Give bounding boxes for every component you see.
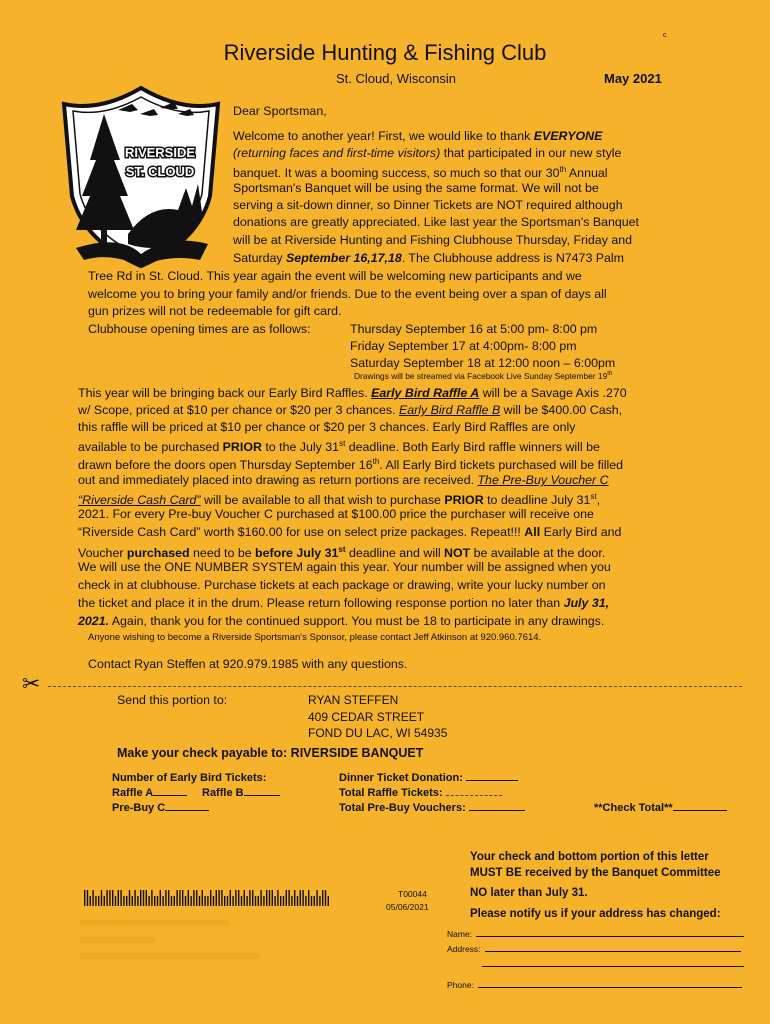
barcode-bar bbox=[202, 890, 203, 906]
barcode-bar bbox=[288, 890, 289, 906]
p2-line1: This year will be bringing back our Early Bird Raffles. Early Bird Raffle A will be a Savage Axis .270 bbox=[78, 386, 627, 400]
barcode-bar bbox=[148, 896, 149, 906]
p2-line10: Voucher purchased need to be before July 31st deadline and will NOT be available at the door. bbox=[78, 545, 606, 561]
contact-line: Contact Ryan Steffen at 920.979.1985 with any questions. bbox=[88, 657, 408, 671]
barcode-bar bbox=[291, 896, 292, 906]
barcode-bar bbox=[249, 890, 250, 906]
ebt-label: Number of Early Bird Tickets: bbox=[112, 772, 267, 784]
barcode-bar bbox=[90, 896, 91, 906]
barcode-bar bbox=[120, 890, 121, 906]
raffle-a-field[interactable]: Raffle A bbox=[112, 787, 187, 799]
p1-line3: banquet. It was a booming success, so much so that our 30th Annual bbox=[233, 165, 608, 181]
p2-line5: drawn before the doors open Thursday September 16th. All Early Bird tickets purchased will be filled bbox=[78, 457, 624, 473]
barcode-bar bbox=[207, 896, 208, 906]
send-name: RYAN STEFFEN bbox=[308, 693, 399, 707]
barcode-bar bbox=[294, 890, 295, 906]
barcode-bar bbox=[283, 896, 284, 906]
notice-line1: Your check and bottom portion of this letter bbox=[470, 851, 709, 863]
logo-line1: RIVERSIDE bbox=[124, 145, 196, 160]
barcode-bar bbox=[246, 896, 247, 906]
p2-line2: w/ Scope, priced at $10 per chance or $20 per 3 chances. Early Bird Raffle B will be $400.00 Cash, bbox=[78, 403, 623, 417]
greeting: Dear Sportsman, bbox=[233, 104, 327, 118]
barcode-bar bbox=[137, 896, 138, 906]
logo-line2: ST. CLOUD bbox=[125, 164, 195, 179]
barcode-bar bbox=[300, 890, 301, 906]
stream-note: Drawings will be streamed via Facebook Live Sunday September 19th bbox=[354, 371, 613, 381]
barcode-bar bbox=[314, 896, 315, 906]
p2-line14: 2021. Again, thank you for the continued support. You must be 18 to participate in any drawings. bbox=[78, 614, 605, 628]
barcode-bar bbox=[146, 890, 147, 906]
barcode-bar bbox=[252, 890, 253, 906]
raffle-b-field[interactable]: Raffle B bbox=[202, 787, 280, 799]
barcode-bar bbox=[123, 896, 124, 906]
barcode-bar bbox=[266, 890, 267, 906]
barcode-bar bbox=[258, 896, 259, 906]
p2-line13: the ticket and place it in the drum. Please return following response portion no later than July 31, bbox=[78, 596, 610, 610]
p2-line8: 2021. For every Pre-buy Voucher C purchased at $100.00 price the purchaser will receive one bbox=[78, 507, 594, 521]
p1-line1: Welcome to another year! First, we would like to thank EVERYONE bbox=[233, 129, 603, 143]
cut-line bbox=[48, 686, 742, 687]
send-street: 409 CEDAR STREET bbox=[308, 710, 425, 724]
barcode-bar bbox=[132, 896, 133, 906]
p2-line12: check in at clubhouse. Purchase tickets at each package or drawing, write your lucky number on bbox=[78, 578, 606, 592]
barcode-bar bbox=[176, 890, 177, 906]
barcode-bar bbox=[308, 890, 309, 906]
check-total-field[interactable]: **Check Total** bbox=[594, 802, 727, 814]
barcode-bar bbox=[263, 896, 264, 906]
barcode-bar bbox=[238, 890, 239, 906]
barcode-bar bbox=[218, 890, 219, 906]
p2-line9: “Riverside Cash Card” worth $160.00 for use on select prize packages. Repeat!!! All Early Bird and bbox=[78, 525, 622, 539]
barcode-bar bbox=[112, 890, 113, 906]
p2-line11: We will use the ONE NUMBER SYSTEM again this year. Your number will be assigned when you bbox=[78, 560, 611, 574]
barcode-bar bbox=[224, 896, 225, 906]
barcode-bar bbox=[221, 890, 222, 906]
barcode-bar bbox=[188, 890, 189, 906]
barcode-bar bbox=[193, 890, 194, 906]
barcode-bar bbox=[174, 896, 175, 906]
barcode-bar bbox=[98, 896, 99, 906]
prebuy-c-field[interactable]: Pre-Buy C bbox=[112, 802, 209, 814]
barcode-bar bbox=[274, 896, 275, 906]
barcode-bar bbox=[316, 890, 317, 906]
mail-code: T00044 bbox=[398, 889, 427, 899]
hours-label: Clubhouse opening times are as follows: bbox=[88, 322, 311, 336]
p1-line6: donations are greatly appreciated. Like last year the Sportsman's Banquet bbox=[233, 215, 639, 229]
p1-line2: (returning faces and first-time visitors) that participated in our new style bbox=[233, 146, 622, 160]
barcode-bar bbox=[190, 896, 191, 906]
send-label: Send this portion to: bbox=[117, 693, 228, 707]
notice-line3: NO later than July 31. bbox=[470, 887, 588, 899]
address-field[interactable]: Address: bbox=[447, 944, 741, 954]
barcode-bar bbox=[286, 890, 287, 906]
barcode-bar bbox=[196, 890, 197, 906]
barcode-bar bbox=[305, 896, 306, 906]
barcode-bar bbox=[302, 890, 303, 906]
corner-mark: c bbox=[663, 32, 667, 39]
address-line-2[interactable] bbox=[482, 966, 744, 967]
barcode-bar bbox=[319, 896, 320, 906]
barcode-bar bbox=[227, 896, 228, 906]
p1-line10: welcome you to bring your family and/or friends. Due to the event being over a span of days all bbox=[88, 287, 607, 301]
barcode-bar bbox=[213, 896, 214, 906]
barcode-bar bbox=[277, 890, 278, 906]
barcode-bar bbox=[154, 896, 155, 906]
postal-barcode bbox=[84, 888, 334, 910]
hours-saturday: Saturday September 18 at 12:00 noon – 6:00pm bbox=[350, 356, 616, 370]
faded-address-line bbox=[80, 953, 260, 959]
barcode-bar bbox=[104, 896, 105, 906]
barcode-bar bbox=[230, 890, 231, 906]
p1-line9: Tree Rd in St. Cloud. This year again the event will be welcoming new participants and we bbox=[88, 269, 582, 283]
barcode-bar bbox=[210, 890, 211, 906]
mail-date: 05/06/2021 bbox=[386, 902, 429, 912]
barcode-bar bbox=[325, 890, 326, 906]
barcode-bar bbox=[95, 896, 96, 906]
p2-line7: “Riverside Cash Card” will be available to all that wish to purchase PRIOR to deadline July 31st, bbox=[78, 492, 601, 508]
barcode-bar bbox=[182, 890, 183, 906]
p1-line8: Saturday September 16,17,18. The Clubhouse address is N7473 Palm bbox=[233, 251, 625, 265]
barcode-bar bbox=[280, 896, 281, 906]
barcode-bar bbox=[216, 890, 217, 906]
send-city: FOND DU LAC, WI 54935 bbox=[308, 726, 448, 740]
p1-line5: serving a sit-down dinner, so Dinner Tickets are NOT required although bbox=[233, 198, 623, 212]
barcode-bar bbox=[185, 896, 186, 906]
barcode-bar bbox=[84, 890, 85, 906]
barcode-bar bbox=[255, 896, 256, 906]
barcode-bar bbox=[179, 890, 180, 906]
barcode-bar bbox=[129, 890, 130, 906]
barcode-bar bbox=[328, 896, 329, 906]
name-field[interactable]: Name: bbox=[447, 929, 744, 939]
barcode-bar bbox=[269, 890, 270, 906]
total-prebuy-field[interactable]: Total Pre-Buy Vouchers: bbox=[339, 802, 525, 814]
hours-friday: Friday September 17 at 4:00pm- 8:00 pm bbox=[350, 339, 577, 353]
barcode-bar bbox=[168, 890, 169, 906]
barcode-bar bbox=[232, 896, 233, 906]
barcode-bar bbox=[160, 890, 161, 906]
notice-line4: Please notify us if your address has changed: bbox=[470, 908, 721, 920]
p2-line3: this raffle will be priced at $10 per chance or $20 per 3 chances. Early Bird Raffles are only bbox=[78, 420, 576, 434]
p1-line7: will be at Riverside Hunting and Fishing Clubhouse Thursday, Friday and bbox=[233, 233, 633, 247]
dinner-donation-field[interactable]: Dinner Ticket Donation: bbox=[339, 772, 518, 784]
club-logo bbox=[60, 84, 222, 270]
barcode-bar bbox=[204, 896, 205, 906]
barcode-bar bbox=[134, 890, 135, 906]
barcode-bar bbox=[101, 890, 102, 906]
barcode-bar bbox=[106, 890, 107, 906]
scissors-icon: ✂ bbox=[22, 671, 41, 696]
barcode-bar bbox=[165, 890, 166, 906]
club-location: St. Cloud, Wisconsin bbox=[336, 71, 456, 86]
barcode-bar bbox=[109, 890, 110, 906]
phone-field[interactable]: Phone: bbox=[447, 980, 742, 990]
total-raffle-field[interactable]: Total Raffle Tickets: bbox=[339, 787, 502, 799]
barcode-bar bbox=[151, 890, 152, 906]
barcode-bar bbox=[322, 890, 323, 906]
barcode-bar bbox=[143, 890, 144, 906]
barcode-bar bbox=[162, 896, 163, 906]
barcode-bar bbox=[140, 890, 141, 906]
barcode-bar bbox=[260, 890, 261, 906]
barcode-bar bbox=[157, 896, 158, 906]
p1-line4: Sportsman's Banquet will be using the same format. We will not be bbox=[233, 181, 599, 195]
notice-line2: MUST BE received by the Banquet Committee bbox=[470, 867, 721, 879]
barcode-bar bbox=[171, 896, 172, 906]
barcode-bar bbox=[87, 890, 88, 906]
barcode-bar bbox=[92, 890, 93, 906]
barcode-bar bbox=[297, 896, 298, 906]
faded-address-line bbox=[80, 920, 230, 926]
barcode-bar bbox=[118, 890, 119, 906]
p2-line6: out and immediately placed into drawing as return portions are received. The Pre-Buy Voucher C bbox=[78, 473, 609, 487]
p2-line4: available to be purchased PRIOR to the July 31st deadline. Both Early Bird raffle winners will be bbox=[78, 439, 600, 455]
letter-title: Riverside Hunting & Fishing Club bbox=[223, 40, 547, 65]
payable-line: Make your check payable to: RIVERSIDE BANQUET bbox=[117, 746, 424, 760]
p1-line11: gun prizes will not be redeemable for gift card. bbox=[88, 304, 342, 318]
barcode-bar bbox=[311, 896, 312, 906]
faded-address-line bbox=[80, 937, 155, 943]
barcode-bar bbox=[115, 896, 116, 906]
barcode-bar bbox=[241, 896, 242, 906]
barcode-bar bbox=[199, 896, 200, 906]
letter-date: May 2021 bbox=[604, 71, 662, 86]
hours-thursday: Thursday September 16 at 5:00 pm- 8:00 pm bbox=[350, 322, 598, 336]
barcode-bar bbox=[244, 890, 245, 906]
barcode-bar bbox=[235, 890, 236, 906]
sponsor-note: Anyone wishing to become a Riverside Sportsman's Sponsor, please contact Jeff Atkinson at 920.960.7614. bbox=[88, 632, 542, 643]
barcode-bar bbox=[272, 890, 273, 906]
barcode-bar bbox=[126, 896, 127, 906]
